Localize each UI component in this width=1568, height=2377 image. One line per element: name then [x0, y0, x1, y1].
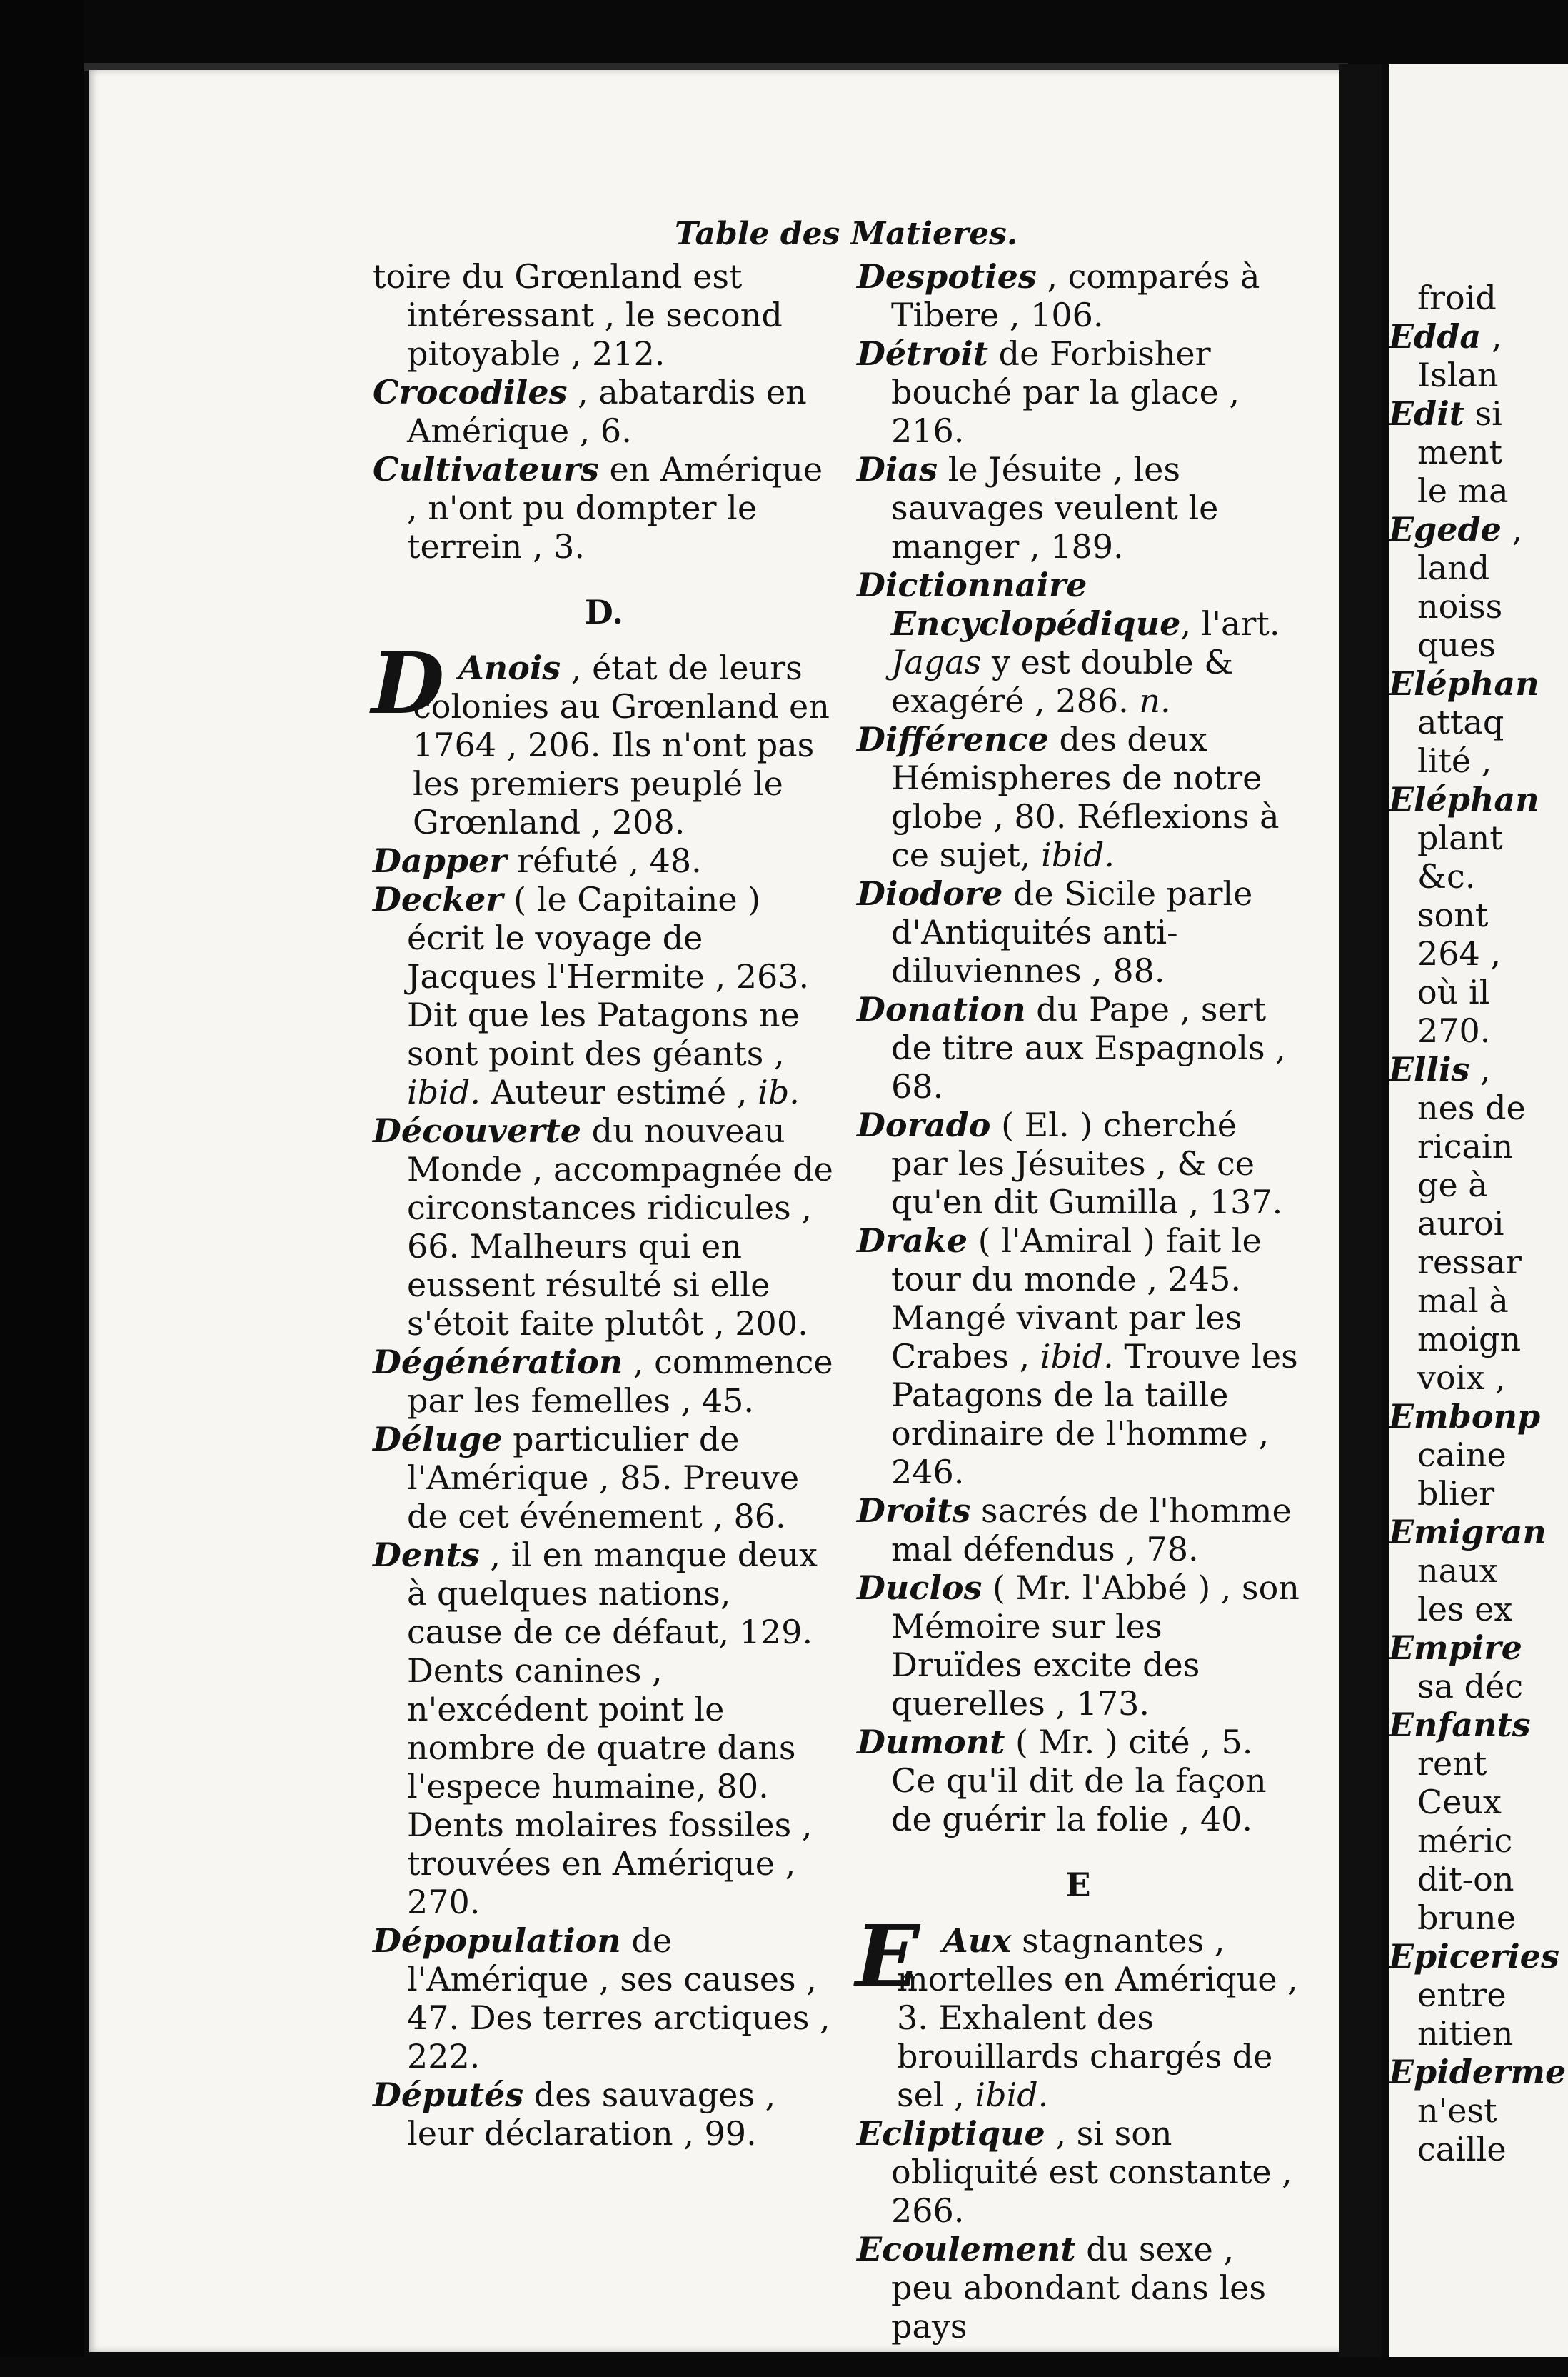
index-entry [373, 880, 835, 1111]
next-page-line [1389, 1436, 1568, 1474]
index-entry [373, 841, 835, 880]
entry-text: du Pape , sert de titre aux Espagnols , 68. [891, 990, 1286, 1106]
next-page-text-fragment: nitien [1417, 2014, 1514, 2053]
next-page-line [1389, 1628, 1568, 1667]
next-page-headword: Epiderme [1389, 2053, 1567, 2091]
next-page-text-fragment: 264 , [1417, 934, 1502, 973]
index-entry [857, 1568, 1300, 1723]
next-page-text-fragment: naux [1417, 1551, 1498, 1590]
entry-text: en Amérique , n'ont pu dompter le terrein , 3. [407, 450, 823, 566]
next-page-text-fragment: attaq [1417, 703, 1504, 741]
next-page-line [1389, 1166, 1568, 1204]
entry-headword: Crocodiles [373, 373, 568, 411]
entry-text: y est double & exagéré , 286. [891, 643, 1234, 720]
next-page-line [1389, 1089, 1568, 1127]
entry-text: , il en manque deux à quelques nations, cause de ce défaut, 129. Dents canines , n'excédent point le nombre de quatre dans l'espece humaine, 80. Dents molaires fossiles , trouvées en Amérique , 270. [407, 1536, 818, 1921]
index-entry [373, 257, 835, 373]
next-page-line [1389, 1358, 1568, 1397]
index-entry [857, 257, 1300, 334]
next-page-text-fragment: &c. [1417, 857, 1476, 896]
drop-cap-d: D [371, 634, 445, 733]
index-entry [373, 1921, 835, 2076]
next-page-text-fragment: sa déc [1417, 1667, 1524, 1706]
next-page-line [1389, 626, 1568, 664]
section-letter-d: D. [584, 593, 624, 631]
entry-headword: Dépopulation [373, 1921, 621, 1960]
entry-text-italic: n. [1139, 681, 1171, 720]
next-page-text-fragment: ressar [1417, 1243, 1522, 1281]
entry-headword: Drake [857, 1221, 968, 1260]
scan-border-top [0, 0, 1568, 64]
entry-headword: Cultivateurs [373, 450, 599, 489]
entry-headword: Déluge [373, 1420, 503, 1458]
next-page-headword: Enfants [1389, 1706, 1531, 1744]
index-entry [857, 1221, 1300, 1491]
next-page-line [1389, 934, 1568, 973]
entry-headword: Dapper [373, 841, 507, 880]
drop-cap-e: E [855, 1906, 920, 2006]
next-page-line [1389, 2091, 1568, 2130]
entry-text: Auteur estimé , [480, 1073, 758, 1111]
entry-headword: Decker [373, 880, 503, 919]
next-page-text-fragment: méric [1417, 1821, 1513, 1860]
entry-text-italic: ib. [758, 1073, 800, 1111]
next-page-line [1389, 1127, 1568, 1166]
next-page-line [1389, 1937, 1568, 1976]
next-page-line [1389, 356, 1568, 394]
index-column-right [857, 257, 1300, 2346]
entry-text: particulier de l'Amérique , 85. Preuve de cet événement , 86. [407, 1420, 800, 1536]
next-page-line [1389, 394, 1568, 433]
next-page-headword: Emigran [1389, 1513, 1547, 1551]
next-page-line [1389, 1281, 1568, 1320]
entry-headword: Dias [857, 450, 938, 489]
scan-border-left [0, 0, 84, 2377]
next-page-line [1389, 1397, 1568, 1436]
entry-headword: Duclos [857, 1568, 982, 1607]
next-page-text-fragment: plant [1417, 819, 1503, 857]
next-page-line [1389, 279, 1568, 317]
next-page-headword: Ellis [1389, 1050, 1470, 1089]
next-page-text-fragment: où il [1417, 973, 1490, 1011]
entry-text-italic: ibid. [1041, 836, 1115, 874]
entry-headword: Dictionnaire Encyclopédique [857, 566, 1181, 643]
next-page-text-fragment: caille [1417, 2130, 1507, 2168]
next-page-line [1389, 1204, 1568, 1243]
next-page-text-fragment: brune [1417, 1898, 1516, 1937]
next-page-line [1389, 780, 1568, 819]
entry-text: , commence par les femelles , 45. [407, 1343, 833, 1420]
next-page-line [1389, 317, 1568, 356]
entry-text: Trouve les Patagons de la taille ordinaire de l'homme , 246. [891, 1337, 1298, 1491]
book-gutter [1339, 64, 1382, 2377]
index-entry [857, 990, 1300, 1106]
next-page-text-fragment: mal à [1417, 1281, 1509, 1320]
index-entry [857, 334, 1300, 450]
entry-headword: Dégénération [373, 1343, 623, 1381]
entry-text: du sexe , peu abondant dans les pays [891, 2230, 1266, 2346]
index-entry [857, 720, 1300, 874]
next-page-headword: Edit [1389, 394, 1464, 433]
entry-headword: Anois [458, 649, 561, 687]
next-page-text-fragment: sont [1417, 896, 1489, 934]
section-letter-e: E [1065, 1866, 1091, 1904]
next-page-line [1389, 510, 1568, 549]
entry-headword: Diodore [857, 874, 1003, 913]
entry-headword: Ecliptique [857, 2114, 1045, 2153]
index-entry [373, 450, 835, 566]
next-page-headword: Empire [1389, 1628, 1522, 1667]
entry-text: ( Mr. l'Abbé ) , son Mémoire sur les Druïdes excite des querelles , 173. [891, 1568, 1300, 1723]
next-page [1389, 64, 1568, 2364]
running-head: Table des Matieres. [675, 216, 1018, 252]
next-page-text-fragment: le ma [1417, 471, 1509, 510]
next-page-text-fragment: n'est [1417, 2091, 1497, 2130]
next-page-line [1389, 896, 1568, 934]
entry-text: du nouveau Monde , accompagnée de circonstances ridicules , 66. Malheurs qui en eussent résulté si elle s'étoit faite plutôt , 200. [407, 1111, 833, 1343]
next-page-line [1389, 1706, 1568, 1744]
entry-text-italic: ibid. [975, 2076, 1049, 2114]
entry-text: sacrés de l'homme mal défendus , 78. [891, 1491, 1292, 1568]
next-page-line [1389, 664, 1568, 703]
entry-headword: Aux [943, 1921, 1012, 1960]
next-page-line [1389, 1243, 1568, 1281]
entry-headword: Ecoulement [857, 2230, 1076, 2268]
entry-text: , état de leurs colonies au Grœnland en 1764 , 206. Ils n'ont pas les premiers peuplé le Grœnland , 208. [413, 649, 830, 841]
next-page-line [1389, 433, 1568, 471]
next-page-headword: Epiceries [1389, 1937, 1559, 1976]
next-page-text-fragment: , [1481, 317, 1502, 356]
next-page-line [1389, 1976, 1568, 2014]
next-page-text-fragment: Islan [1417, 356, 1499, 394]
index-entry [857, 2230, 1300, 2346]
entry-text: stagnantes , mortelles en Amérique , 3. Exhalent des brouillards chargés de sel , [897, 1921, 1298, 2114]
next-page-line [1389, 973, 1568, 1011]
scan-border-bottom [0, 2357, 1568, 2377]
next-page-line [1389, 1860, 1568, 1898]
next-page-headword: Eléphan [1389, 780, 1539, 819]
entry-text: ( l'Amiral ) fait le tour du monde , 245. Mangé vivant par les Crabes , [891, 1221, 1262, 1376]
next-page-line [1389, 1320, 1568, 1358]
next-page-line [1389, 471, 1568, 510]
entry-text-italic: Jagas [891, 643, 982, 681]
entry-headword: Droits [857, 1491, 971, 1530]
entry-text: de l'Amérique , ses causes , 47. Des terres arctiques , 222. [407, 1921, 830, 2076]
entry-headword: Dents [373, 1536, 480, 1574]
entry-text-italic: ibid. [1040, 1337, 1114, 1376]
entry-text: , abatardis en Amérique , 6. [407, 373, 807, 450]
next-page-text-fragment: 270. [1417, 1011, 1491, 1050]
entry-headword: Donation [857, 990, 1026, 1029]
entry-headword: Dorado [857, 1106, 991, 1144]
entry-text: de Sicile parle d'Antiquités anti-diluviennes , 88. [891, 874, 1253, 990]
next-page-line [1389, 1011, 1568, 1050]
next-page-text-fragment: caine [1417, 1436, 1507, 1474]
next-page-headword: Egede [1389, 510, 1502, 549]
next-page-text-fragment: froid [1417, 279, 1497, 317]
next-page-text-fragment: ment [1417, 433, 1502, 471]
next-page-headword: Eléphan [1389, 664, 1539, 703]
next-page-line [1389, 1050, 1568, 1089]
index-entry [857, 1106, 1300, 1221]
next-page-text-fragment: rent [1417, 1744, 1487, 1783]
entry-headword: Dumont [857, 1723, 1005, 1761]
entry-headword: Despoties [857, 257, 1037, 296]
index-column-left [373, 257, 835, 2153]
next-page-line [1389, 1744, 1568, 1783]
next-page-text-fragment: lité , [1417, 741, 1492, 780]
next-page-text-fragment: ricain [1417, 1127, 1514, 1166]
next-page-line [1389, 1821, 1568, 1860]
index-entry [857, 1491, 1300, 1568]
next-page-headword: Embonp [1389, 1397, 1541, 1436]
next-page-line [1389, 1513, 1568, 1551]
entry-text: des sauvages , leur déclaration , 99. [407, 2076, 776, 2153]
next-page-text-fragment: moign [1417, 1320, 1522, 1358]
index-entry-eaux [855, 1906, 1300, 2114]
entry-text: des deux Hémispheres de notre globe , 80. Réflexions à ce sujet, [891, 720, 1280, 874]
entry-headword: Différence [857, 720, 1049, 759]
next-page-line [1389, 587, 1568, 626]
index-entry [857, 450, 1300, 566]
entry-text: ( le Capitaine ) écrit le voyage de Jacques l'Hermite , 263. Dit que les Patagons ne sont point des géants , [407, 880, 810, 1073]
next-page-text-fragment: les ex [1417, 1590, 1513, 1628]
next-page-text-fragment: voix , [1417, 1358, 1506, 1397]
index-entry [857, 566, 1300, 720]
entry-text: , si son obliquité est constante , 266. [891, 2114, 1292, 2230]
entry-text: le Jésuite , les sauvages veulent le manger , 189. [891, 450, 1219, 566]
next-page-line [1389, 1590, 1568, 1628]
next-page-text-fragment: Ceux [1417, 1783, 1502, 1821]
next-page-text-fragment: entre [1417, 1976, 1507, 2014]
next-page-line [1389, 549, 1568, 587]
next-page-text-fragment: ge à [1417, 1166, 1488, 1204]
next-page-line [1389, 1898, 1568, 1937]
next-page-text-fragment: blier [1417, 1474, 1495, 1513]
entry-headword: Détroit [857, 334, 989, 373]
next-page-line [1389, 741, 1568, 780]
entry-text: ( Mr. ) cité , 5. Ce qu'il dit de la façon de guérir la folie , 40. [891, 1723, 1267, 1838]
next-page-text-fragment: land [1417, 549, 1490, 587]
entry-text: ( El. ) cherché par les Jésuites , & ce qu'en dit Gumilla , 137. [891, 1106, 1283, 1221]
index-entry [373, 1420, 835, 1536]
next-page-line [1389, 1474, 1568, 1513]
entry-text-italic: ibid. [407, 1073, 481, 1111]
next-page-line [1389, 703, 1568, 741]
next-page-line [1389, 2014, 1568, 2053]
index-entry [373, 373, 835, 450]
index-entry [373, 1536, 835, 1921]
next-page-headword: Edda [1389, 317, 1482, 356]
next-page-line [1389, 1667, 1568, 1706]
next-page-text-fragment: noiss [1417, 587, 1503, 626]
next-page-line [1389, 819, 1568, 857]
next-page-text-fragment: , [1469, 1050, 1491, 1089]
index-entry [857, 874, 1300, 990]
next-page-text-fragment: auroi [1417, 1204, 1504, 1243]
entry-headword: Députés [373, 2076, 524, 2114]
index-entry-danois [371, 634, 835, 841]
entry-headword: Découverte [373, 1111, 582, 1150]
next-page-line [1389, 2053, 1568, 2091]
entry-text: toire du Grœnland est intéressant , le second pitoyable , 212. [373, 257, 783, 373]
index-entry [373, 1343, 835, 1420]
next-page-line [1389, 857, 1568, 896]
entry-text: de Forbisher bouché par la glace , 216. [891, 334, 1240, 450]
index-entry [373, 2076, 835, 2153]
next-page-text [1389, 279, 1568, 2168]
index-entry [857, 2114, 1300, 2230]
next-page-text-fragment: nes de [1417, 1089, 1526, 1127]
next-page-text-fragment: ques [1417, 626, 1496, 664]
next-page-text-fragment: , [1501, 510, 1523, 549]
next-page-line [1389, 1551, 1568, 1590]
entry-text: , comparés à Tibere , 106. [891, 257, 1260, 334]
entry-text: , l'art. [1180, 604, 1280, 643]
next-page-line [1389, 2130, 1568, 2168]
next-page-line [1389, 1783, 1568, 1821]
next-page-text-fragment: si [1464, 394, 1502, 433]
index-entry [857, 1723, 1300, 1838]
next-page-text-fragment: dit-on [1417, 1860, 1514, 1898]
index-entry [373, 1111, 835, 1343]
entry-text: réfuté , 48. [506, 841, 702, 880]
